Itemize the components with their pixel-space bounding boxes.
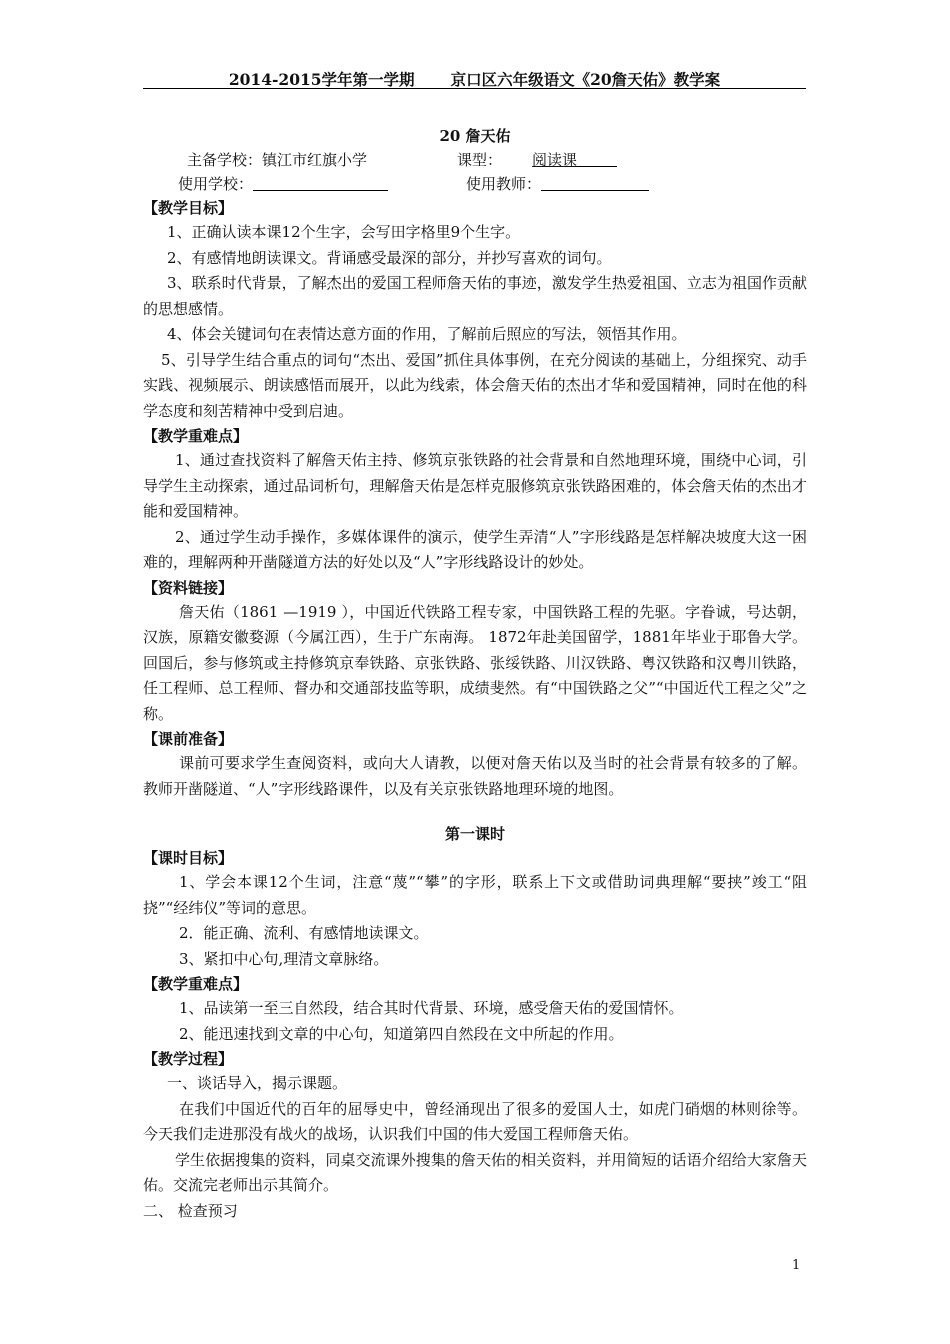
resources-text: 詹天佑（1861 —1919 ），中国近代铁路工程专家，中国铁路工程的先驱。字眷诚，号达朝，汉族，原籍安徽婺源（今属江西），生于广东南海。 1872年赴美国留学，1881年毕业于耶鲁大学。回国后，参与修筑或主持修筑京奉铁路、京张铁路、张绥铁路、川汉铁路、粤汉铁路和汉粤川铁路，任工程师、总工程师、督办和交通部技监等职，成绩斐然。有“中国铁路之父”“中国近代工程之父”之称。: [143, 602, 807, 723]
objective-item: 3、联系时代背景，了解杰出的爱国工程师詹天佑的事迹，激发学生热爱祖国、立志为祖国作贡献的思想感情。: [143, 274, 807, 318]
page-header: [143, 68, 806, 90]
process-step: 一、谈话导入，揭示课题。: [167, 1074, 348, 1092]
process-paragraph: 学生依据搜集的资料，同桌交流课外搜集的詹天佑的相关资料，并用简短的话语介绍给大家詹天佑。交流完老师出示其简介。: [143, 1150, 807, 1194]
document-body: [143, 124, 807, 1224]
section-resources-heading: 【资料链接】: [143, 578, 234, 597]
period-keypoint-item: 2、能迅速找到文章的中心句，知道第四自然段在文中所起的作用。: [179, 1024, 624, 1043]
first-period-title: 第一课时: [444, 825, 505, 843]
header-term: 2014-2015学年第一学期: [228, 70, 415, 89]
section-objectives-heading: 【教学目标】: [143, 199, 234, 217]
use-school-label: 使用学校：: [178, 175, 254, 193]
section-preparation-heading: 【课前准备】: [143, 730, 234, 748]
section-keypoints-heading: 【教学重难点】: [143, 427, 249, 445]
preparation-text: 课前可要求学生查阅资料，或向大人请教，以便对詹天佑以及当时的社会背景有较多的了解。教师开凿隧道、“人”字形线路课件，以及有关京张铁路地理环境的地图。: [143, 754, 807, 798]
type-value: 阅读课: [532, 151, 578, 169]
period-goal-item: 1、学会本课12个生词，注意“蔑”“攀”的字形，联系上下文或借助词典理解“要挟”竣工“阻挠”“经纬仪”等词的意思。: [143, 873, 807, 917]
period-goal-item: 3、紧扣中心句,理清文章脉络。: [179, 949, 389, 968]
objective-item: 1、正确认读本课12个生字，会写田字格里9个生字。: [167, 223, 521, 241]
header-rule: [143, 88, 806, 89]
page-number: 1: [792, 1258, 801, 1273]
use-teacher-label: 使用教师：: [466, 175, 542, 193]
objective-item: 2、有感情地朗读课文。背诵感受最深的部分，并抄写喜欢的词句。: [167, 248, 612, 267]
section-period-keypoints-heading: 【教学重难点】: [143, 975, 249, 993]
header-title: 京口区六年级语文《20詹天佑》教学案: [450, 70, 721, 89]
school-label: 主备学校：: [187, 151, 263, 169]
objective-item: 5、引导学生结合重点的词句“杰出、爱国”抓住具体事例，在充分阅读的基础上，分组探究、动手实践、视频展示、朗读感悟而展开，以此为线索，体会詹天佑的杰出才华和爱国精神，同时在他的科学态度和刻苦精神中受到启迪。: [143, 350, 807, 420]
type-blank: [577, 150, 617, 167]
use-school-blank: [253, 174, 388, 191]
type-label: 课型：: [457, 151, 503, 169]
objective-item: 4、体会关键词句在表情达意方面的作用，了解前后照应的写法，领悟其作用。: [167, 325, 687, 343]
section-period-goals-heading: 【课时目标】: [143, 849, 234, 867]
section-process-heading: 【教学过程】: [143, 1050, 234, 1068]
school-value: 镇江市红旗小学: [262, 151, 368, 169]
use-teacher-blank: [541, 174, 649, 191]
lesson-title: 20 詹天佑: [439, 127, 511, 145]
process-step: 二、 检查预习: [143, 1201, 238, 1220]
keypoint-item: 2、通过学生动手操作，多媒体课件的演示，使学生弄清“人”字形线路是怎样解决坡度大这一困难的，理解两种开凿隧道方法的好处以及“人”字形线路设计的妙处。: [143, 527, 807, 571]
info-row-1: [143, 148, 807, 172]
info-row-2: [143, 172, 807, 196]
period-keypoint-item: 1、品读第一至三自然段，结合其时代背景、环境，感受詹天佑的爱国情怀。: [179, 999, 684, 1017]
keypoint-item: 1、通过查找资料了解詹天佑主持、修筑京张铁路的社会背景和自然地理环境，围绕中心词，引导学生主动探索，通过品词析句，理解詹天佑是怎样克服修筑京张铁路困难的，体会詹天佑的杰出才能和爱国精神。: [143, 451, 807, 520]
process-paragraph: 在我们中国近代的百年的屈辱史中，曾经涌现出了很多的爱国人士，如虎门硝烟的林则徐等。今天我们走进那没有战火的战场，认识我们中国的伟大爱国工程师詹天佑。: [143, 1099, 807, 1143]
period-goal-item: 2．能正确、流利、有感情地读课文。: [179, 924, 429, 942]
